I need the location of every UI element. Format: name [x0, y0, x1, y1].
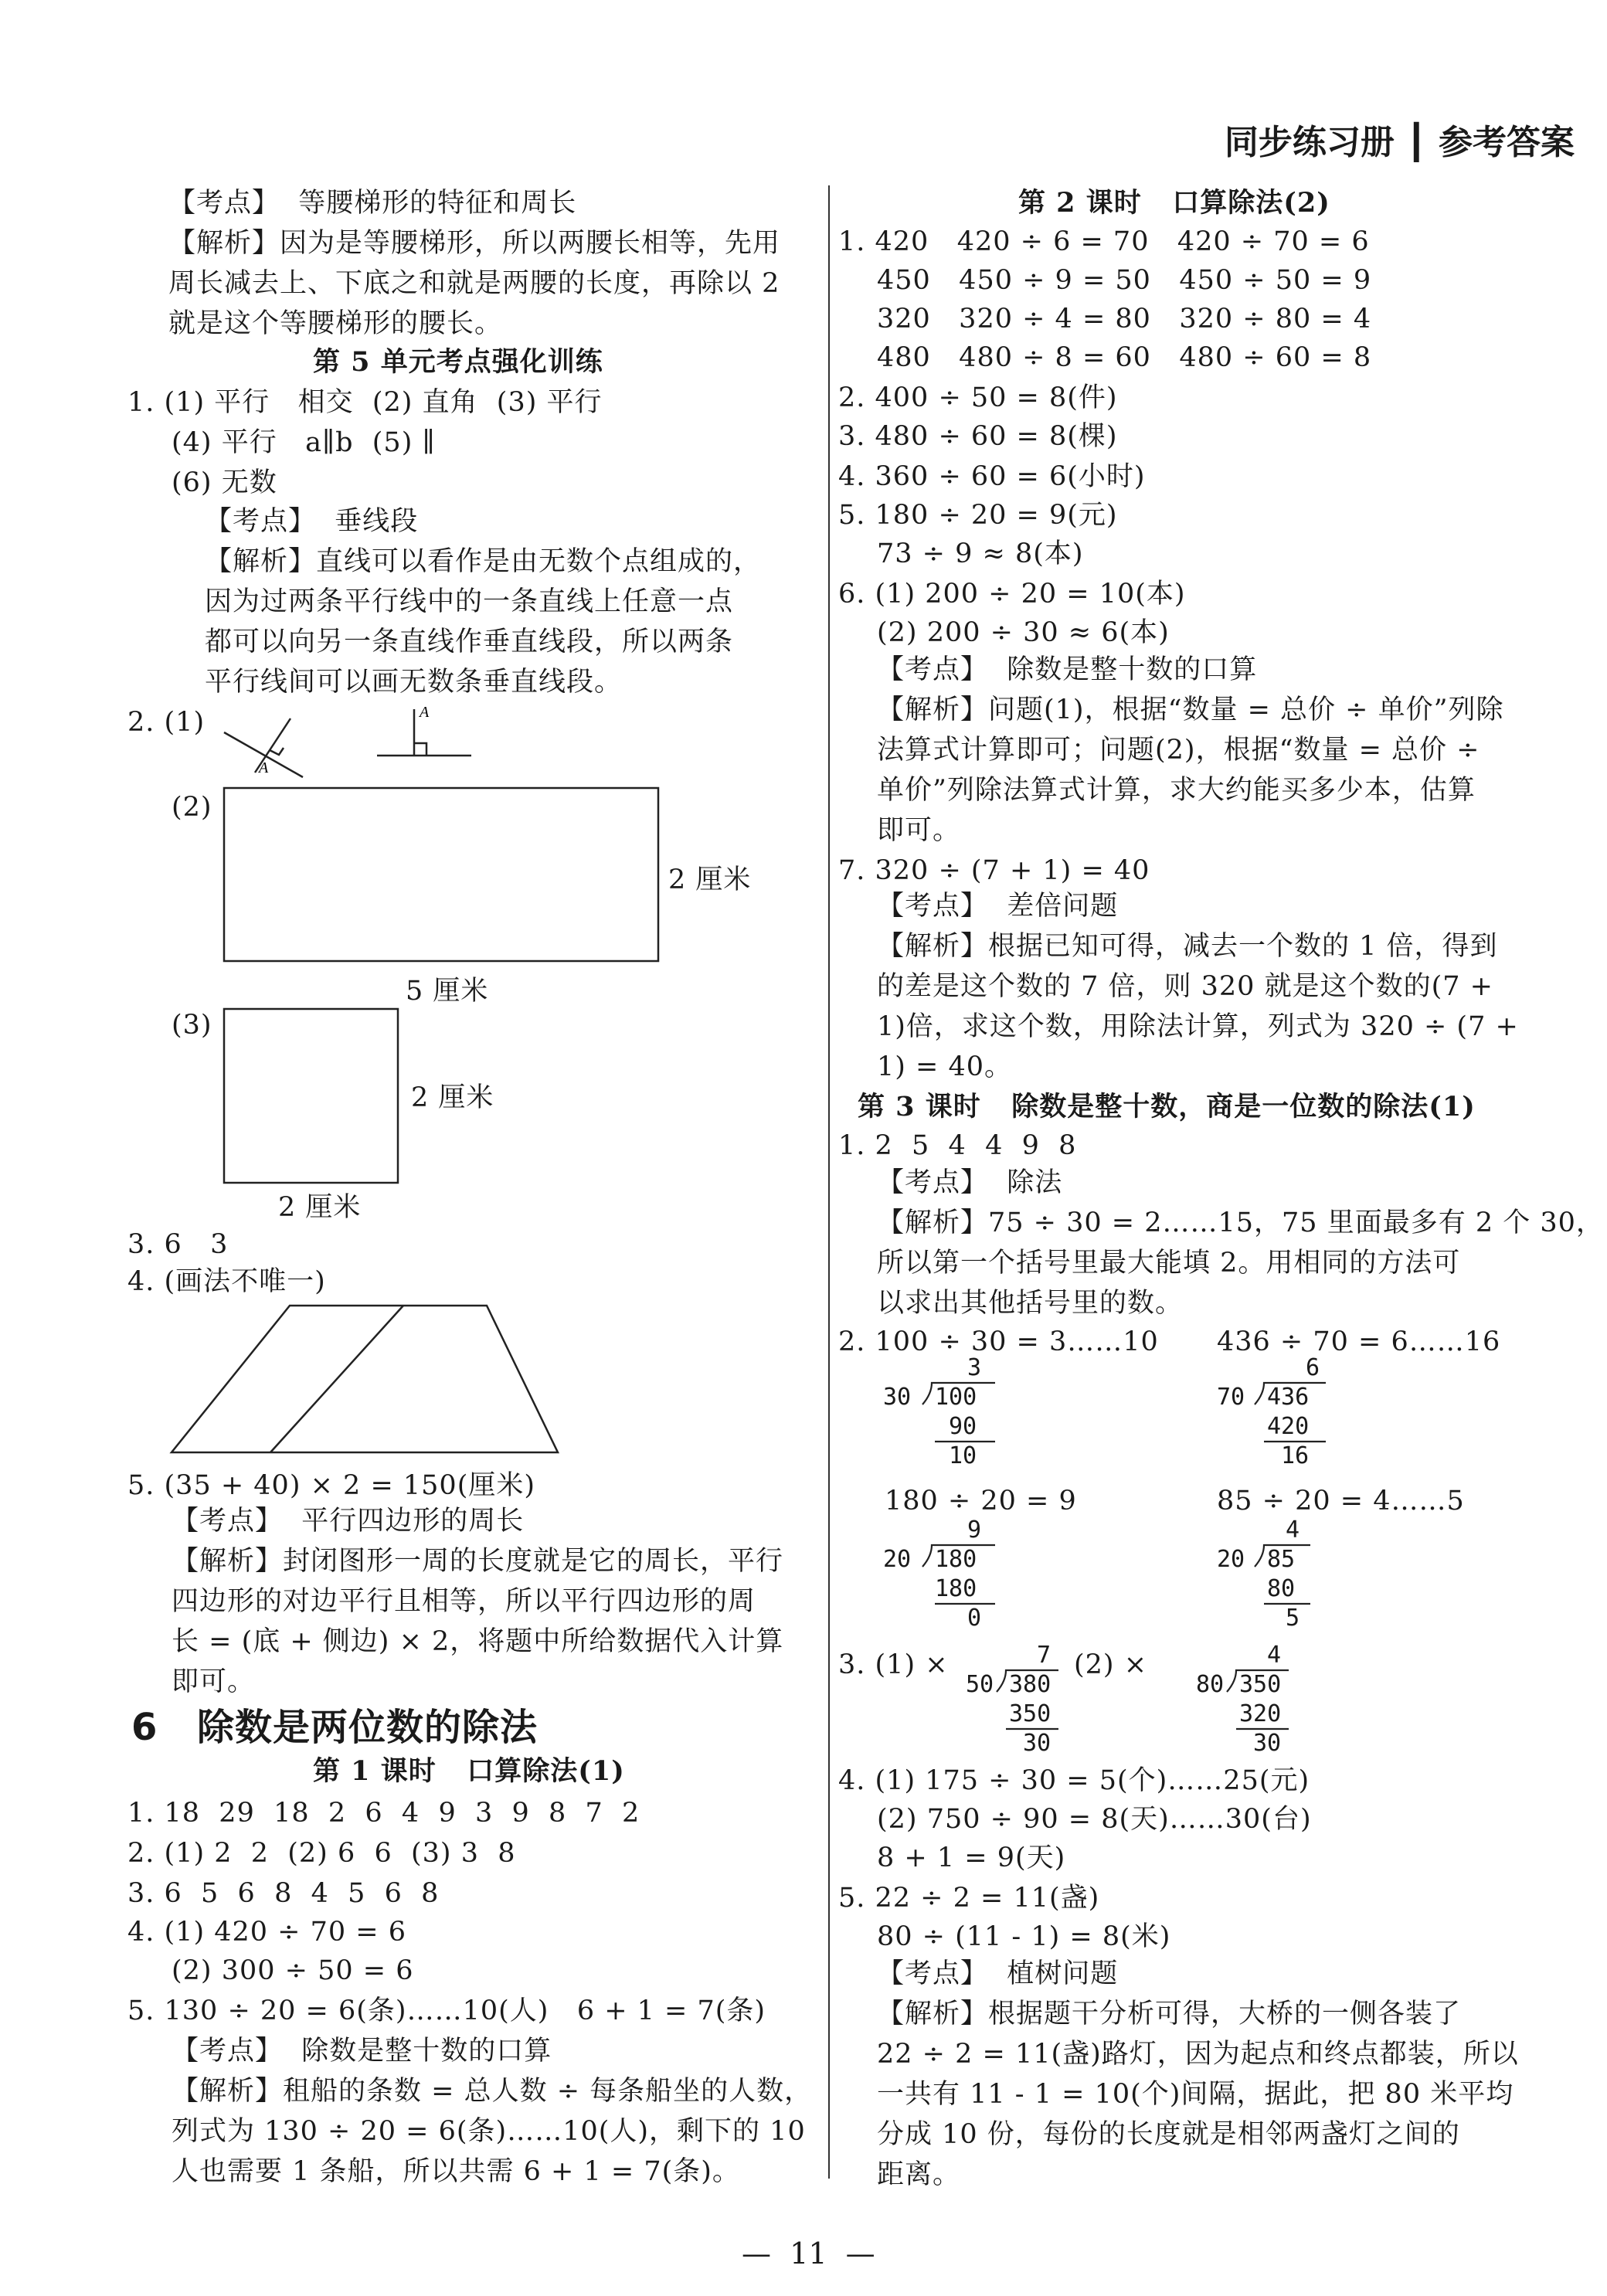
analysis-line: 即可。 [877, 815, 961, 846]
answer-line: 8 + 1 = 9(天) [877, 1843, 1066, 1873]
answer-line: (2) 300 ÷ 50 = 6 [172, 1955, 414, 1986]
answer-line: 320 320 ÷ 4 = 80 320 ÷ 80 = 4 [877, 304, 1372, 335]
answer-line: 2. (1) [127, 707, 206, 738]
ld-divisor: 70 [1217, 1384, 1245, 1411]
analysis-line: 【解析】直线可以看作是由无数个点组成的， [205, 546, 762, 577]
answer-line: 480 480 ÷ 8 = 60 480 ÷ 60 = 8 [877, 342, 1372, 373]
ld-dividend: 85 [1267, 1546, 1296, 1573]
analysis-line: 的差是这个数的 7 倍，则 320 就是这个数的(7 + [877, 971, 1493, 1002]
answer-line: 450 450 ÷ 9 = 50 450 ÷ 50 = 9 [877, 265, 1372, 296]
ld-divisor: 20 [883, 1546, 912, 1573]
analysis-line: 列式为 130 ÷ 20 = 6(条)……10(人)，剩下的 10 [172, 2116, 806, 2147]
analysis-line: 【考点】 平行四边形的周长 [172, 1506, 525, 1537]
answer-line: 1. 18 29 18 2 6 4 9 3 9 8 7 2 [127, 1798, 640, 1829]
answer-line: 3. 6 5 6 8 4 5 6 8 [127, 1878, 440, 1909]
answer-line: 3. (1) × [838, 1649, 949, 1680]
square-figure [224, 1009, 398, 1183]
analysis-line: 【解析】根据已知可得，减去一个数的 1 倍，得到 [877, 931, 1498, 962]
analysis-line: 【考点】 除数是整十数的口算 [172, 2036, 552, 2067]
ld-product: 180 [935, 1575, 977, 1602]
dimension-label: 2 厘米 [411, 1082, 494, 1113]
answer-line: 6. (1) 200 ÷ 20 = 10(本) [838, 579, 1186, 610]
lesson-title: 第 1 课时 口算除法(1) [313, 1755, 625, 1787]
ld-dividend: 436 [1267, 1384, 1310, 1411]
answer-line: 3. 6 3 [127, 1229, 229, 1260]
ld-remainder: 16 [1281, 1442, 1310, 1469]
ld-remainder: 0 [967, 1605, 982, 1632]
label-a: A [420, 704, 430, 721]
label-a: A [259, 759, 269, 776]
answer-line: 7. 320 ÷ (7 + 1) = 40 [838, 855, 1150, 886]
answer-line: 5. 22 ÷ 2 = 11(盏) [838, 1883, 1100, 1914]
analysis-line: 四边形的对边平行且相等，所以平行四边形的周 [172, 1586, 756, 1617]
analysis-line: 人也需要 1 条船，所以共需 6 + 1 = 7(条)。 [172, 2156, 740, 2187]
answer-line: 2. 400 ÷ 50 = 8(件) [838, 382, 1118, 413]
answer-line: 5. 180 ÷ 20 = 9(元) [838, 500, 1118, 531]
answer-line: 4. (1) 420 ÷ 70 = 6 [127, 1917, 406, 1948]
ld-quotient: 7 [1037, 1642, 1052, 1669]
ld-quotient: 6 [1306, 1354, 1320, 1381]
analysis-line: 【考点】 垂线段 [205, 506, 419, 537]
ld-remainder: 30 [1253, 1730, 1282, 1757]
answer-line: 1. 420 420 ÷ 6 = 70 420 ÷ 70 = 6 [838, 226, 1370, 257]
answer-line: 5. 130 ÷ 20 = 6(条)……10(人) 6 + 1 = 7(条) [127, 1995, 766, 2026]
rectangle-figure [224, 788, 658, 961]
answer-line: 80 ÷ (11 - 1) = 8(米) [877, 1921, 1171, 1952]
analysis-line: 平行线间可以画无数条垂直线段。 [205, 667, 623, 698]
answer-line: (4) 平行 a∥b (5) ∥ [172, 427, 436, 458]
header-title: 同步练习册 [1224, 123, 1395, 162]
ld-divisor: 80 [1196, 1671, 1225, 1698]
long-division-marks [922, 1383, 1326, 1729]
ld-product: 80 [1267, 1575, 1296, 1602]
answer-line: (3) [172, 1010, 212, 1041]
answer-line: (2) 200 ÷ 30 ≈ 6(本) [877, 617, 1170, 648]
answer-line: 4. (1) 175 ÷ 30 = 5(个)……25(元) [838, 1765, 1310, 1796]
answer-line: 4. 360 ÷ 60 = 6(小时) [838, 461, 1146, 492]
analysis-line: 法算式计算即可；问题(2)，根据“数量 = 总价 ÷ [877, 735, 1480, 766]
ld-remainder: 30 [1023, 1730, 1052, 1757]
analysis-line: 都可以向另一条直线作垂直线段，所以两条 [205, 627, 734, 657]
analysis-line: 单价”列除法算式计算，求大约能买多少本，估算 [877, 775, 1476, 806]
analysis-line: 【解析】问题(1)，根据“数量 = 总价 ÷ 单价”列除 [877, 695, 1504, 725]
analysis-line: 22 ÷ 2 = 11(盏)路灯，因为起点和终点都装，所以 [877, 2039, 1519, 2070]
answer-line: 73 ÷ 9 ≈ 8(本) [877, 538, 1084, 569]
trapezoid-figure [172, 1306, 558, 1452]
answer-line: (2) × [1074, 1649, 1148, 1680]
dimension-label: 2 厘米 [278, 1192, 362, 1223]
left-line: 【考点】 等腰梯形的特征和周长 [168, 188, 577, 219]
ld-product: 350 [1009, 1700, 1052, 1727]
ld-product: 320 [1239, 1700, 1282, 1727]
analysis-line: 【考点】 除数是整十数的口算 [877, 654, 1258, 685]
answer-line: (2) 750 ÷ 90 = 8(天)……30(台) [877, 1804, 1312, 1835]
left-line: 周长减去上、下底之和就是两腰的长度，再除以 2 [168, 268, 780, 299]
ld-divisor: 50 [966, 1671, 994, 1698]
answer-line: 436 ÷ 70 = 6……16 [1217, 1326, 1501, 1357]
ld-dividend: 100 [935, 1384, 977, 1411]
answer-line: 2. (1) 2 2 (2) 6 6 (3) 3 8 [127, 1838, 516, 1869]
analysis-line: 【解析】根据题干分析可得，大桥的一侧各装了 [877, 1999, 1462, 2029]
ld-remainder: 5 [1286, 1605, 1300, 1632]
analysis-line: 因为过两条平行线中的一条直线上任意一点 [205, 586, 734, 617]
analysis-line: 所以第一个括号里最大能填 2。用相同的方法可 [877, 1248, 1461, 1279]
analysis-line: 【解析】租船的条数 = 总人数 ÷ 每条船坐的人数， [172, 2076, 813, 2107]
analysis-line: 【考点】 植树问题 [877, 1958, 1119, 1989]
analysis-line: 【考点】 除法 [877, 1167, 1063, 1198]
ld-product: 420 [1267, 1413, 1310, 1440]
answer-line: 5. (35 + 40) × 2 = 150(厘米) [127, 1470, 536, 1501]
analysis-line: 长 = (底 + 侧边) × 2，将题中所给数据代入计算 [172, 1626, 784, 1657]
answer-line: 2. 100 ÷ 30 = 3……10 [838, 1326, 1159, 1357]
analysis-line: 1) = 40。 [877, 1051, 1013, 1082]
ld-dividend: 180 [935, 1546, 977, 1573]
page-header: 同步练习册 ┃ 参考答案 [1224, 123, 1575, 162]
analysis-line: 以求出其他括号里的数。 [877, 1288, 1184, 1319]
dimension-label: 2 厘米 [668, 864, 752, 895]
analysis-line: 距离。 [877, 2159, 961, 2190]
ld-quotient: 4 [1267, 1642, 1282, 1669]
ld-product: 90 [949, 1413, 977, 1440]
answer-line: (6) 无数 [172, 467, 277, 498]
answer-line: (2) [172, 792, 212, 823]
ld-divisor: 20 [1217, 1546, 1245, 1573]
answer-line: 180 ÷ 20 = 9 [885, 1486, 1077, 1517]
dimension-label: 5 厘米 [406, 976, 489, 1007]
header-subtitle: 参考答案 [1439, 123, 1575, 162]
page-number: — 11 — [742, 2237, 875, 2271]
left-line: 就是这个等腰梯形的腰长。 [168, 308, 503, 339]
lesson-title: 第 2 课时 口算除法(2) [1018, 187, 1330, 219]
analysis-line: 分成 10 份，每份的长度就是相邻两盏灯之间的 [877, 2119, 1460, 2150]
analysis-line: 即可。 [172, 1666, 256, 1697]
unit-title: 第 5 单元考点强化训练 [313, 346, 603, 378]
answer-line: 1. 2 5 4 4 9 8 [838, 1130, 1077, 1161]
answer-line: 1. (1) 平行 相交 (2) 直角 (3) 平行 [127, 387, 603, 418]
ld-quotient: 4 [1286, 1517, 1300, 1544]
ld-quotient: 9 [967, 1517, 982, 1544]
answer-line: 3. 480 ÷ 60 = 8(棵) [838, 421, 1118, 452]
analysis-line: 1)倍，求这个数，用除法计算，列式为 320 ÷ (7 + [877, 1011, 1519, 1042]
section-number: 6 [131, 1706, 158, 1749]
answer-line: 85 ÷ 20 = 4……5 [1217, 1486, 1465, 1517]
ld-dividend: 380 [1009, 1671, 1052, 1698]
ld-quotient: 3 [967, 1354, 982, 1381]
left-line: 【解析】因为是等腰梯形，所以两腰长相等，先用 [168, 228, 781, 259]
analysis-line: 【解析】封闭图形一周的长度就是它的周长，平行 [172, 1546, 784, 1577]
answer-line: 4. (画法不唯一) [127, 1266, 326, 1297]
ld-remainder: 10 [949, 1442, 977, 1469]
ld-divisor: 30 [883, 1384, 912, 1411]
section-title: 除数是两位数的除法 [197, 1706, 538, 1749]
analysis-line: 【解析】75 ÷ 30 = 2……15，75 里面最多有 2 个 30， [877, 1207, 1604, 1238]
analysis-line: 一共有 11 - 1 = 10(个)间隔，据此，把 80 米平均 [877, 2079, 1514, 2110]
ld-dividend: 350 [1239, 1671, 1282, 1698]
lesson-title: 第 3 课时 除数是整十数，商是一位数的除法(1) [858, 1091, 1476, 1123]
analysis-line: 【考点】 差倍问题 [877, 891, 1119, 922]
